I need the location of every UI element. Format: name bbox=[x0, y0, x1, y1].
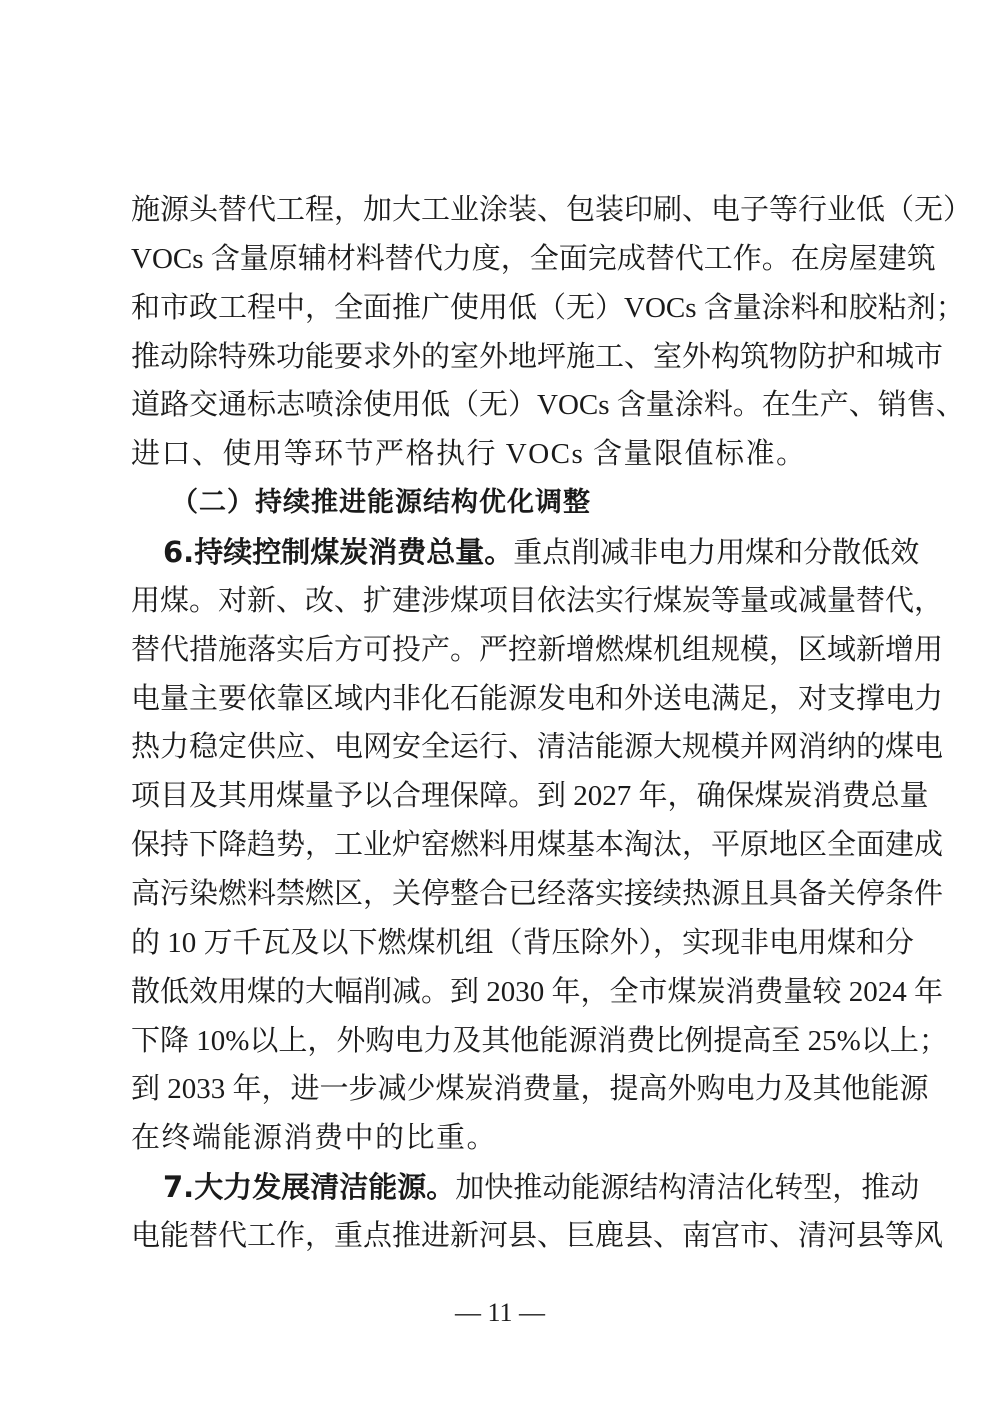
text-segment: 推动除特殊功能要求外的室外地坪施工、室外构筑物防护和城市 bbox=[131, 340, 944, 373]
text-segment: 在终端能源消费中的比重。 bbox=[131, 1122, 498, 1155]
text-line bbox=[131, 675, 944, 724]
text-line bbox=[131, 821, 944, 870]
text-line bbox=[131, 333, 944, 382]
text-segment: 电量主要依靠区域内非化石能源发电和外送电满足，对支撑电力 bbox=[131, 682, 944, 715]
text-line bbox=[131, 772, 929, 821]
text-segment: 重点削减非电力用煤和分散低效 bbox=[513, 537, 920, 570]
text-line bbox=[131, 381, 965, 430]
text-line bbox=[131, 186, 973, 235]
text-segment: VOCs 含量原辅材料替代力度，全面完成替代工作。在房屋建筑 bbox=[131, 242, 936, 275]
text-segment: 施源头替代工程，加大工业涂装、包装印刷、电子等行业低（无） bbox=[131, 194, 973, 226]
text-segment: 道路交通标志喷涂使用低（无）VOCs 含量涂料。在生产、销售、 bbox=[131, 389, 965, 422]
text-line bbox=[131, 235, 936, 284]
text-line bbox=[131, 723, 944, 772]
bold-title: 6.持续控制煤炭消费总量。 bbox=[163, 535, 514, 570]
text-line bbox=[131, 1114, 869, 1163]
text-segment: 下降 10%以上，外购电力及其他能源消费比例提高至 25%以上； bbox=[131, 1024, 948, 1057]
text-line bbox=[131, 919, 915, 968]
text-line bbox=[131, 1017, 948, 1066]
text-line bbox=[131, 870, 944, 919]
text-segment: 项目及其用煤量予以合理保障。到 2027 年，确保煤炭消费总量 bbox=[131, 780, 929, 813]
text-segment: 和市政工程中，全面推广使用低（无）VOCs 含量涂料和胶粘剂； bbox=[131, 291, 965, 324]
text-segment: 到 2033 年，进一步减少煤炭消费量，提高外购电力及其他能源 bbox=[131, 1073, 929, 1106]
text-segment: 的 10 万千瓦及以下燃煤机组（背压除外），实现非电用煤和分 bbox=[131, 926, 915, 959]
text-segment: 用煤。对新、改、扩建涉煤项目依法实行煤炭等量或减量替代， bbox=[131, 584, 944, 617]
text-segment: 保持下降趋势，工业炉窑燃料用煤基本淘汰，平原地区全面建成 bbox=[131, 829, 944, 862]
text-line bbox=[131, 968, 944, 1017]
bold-title: 7.大力发展清洁能源。 bbox=[163, 1170, 456, 1205]
text-segment: 替代措施落实后方可投产。严控新增燃煤机组规模，区域新增用 bbox=[131, 633, 944, 666]
text-segment: 热力稳定供应、电网安全运行、清洁能源大规模并网消纳的煤电 bbox=[131, 731, 944, 764]
bold-title: （二）持续推进能源结构优化调整 bbox=[171, 487, 591, 519]
section-heading bbox=[131, 479, 869, 528]
text-line bbox=[131, 626, 944, 675]
text-segment: 加快推动能源结构清洁化转型，推动 bbox=[455, 1172, 920, 1205]
text-line bbox=[131, 430, 869, 479]
text-line bbox=[131, 528, 920, 577]
text-line bbox=[131, 284, 965, 333]
text-segment: 电能替代工作，重点推进新河县、巨鹿县、南宫市、清河县等风 bbox=[131, 1220, 944, 1253]
text-line bbox=[131, 577, 944, 626]
page-number: — 11 — bbox=[454, 1298, 546, 1327]
text-segment: 高污染燃料禁燃区，关停整合已经落实接续热源且具备关停条件 bbox=[131, 878, 944, 911]
text-line bbox=[131, 1065, 929, 1114]
text-segment: 散低效用煤的大幅削减。到 2030 年，全市煤炭消费量较 2024 年 bbox=[131, 975, 944, 1008]
document-body bbox=[131, 186, 973, 1261]
text-segment: 进口、使用等环节严格执行 VOCs 含量限值标准。 bbox=[131, 438, 807, 471]
text-line bbox=[131, 1163, 920, 1212]
text-line bbox=[131, 1212, 944, 1261]
